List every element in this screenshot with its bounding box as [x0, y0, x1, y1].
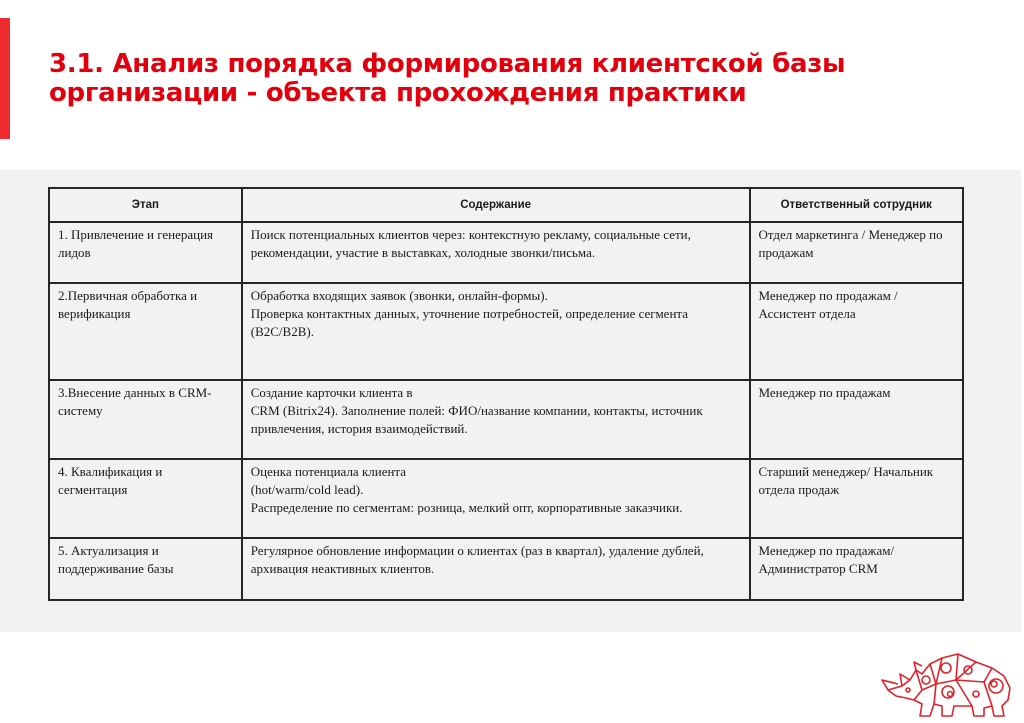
accent-bar	[0, 18, 10, 139]
header-stage: Этап	[49, 188, 242, 222]
slide-title	[49, 50, 989, 108]
cell-stage: 2.Первичная обработка и верификация	[49, 283, 242, 380]
cell-stage: 4. Квалификация и сегментация	[49, 459, 242, 538]
table-row	[49, 459, 963, 538]
table-row	[49, 380, 963, 459]
table-header-row	[49, 188, 963, 222]
content-line: Регулярное обновление информации о клиентах (раз в квартал), удаление дублей, архивация неактивных клиентов.	[250, 543, 704, 576]
cell-responsible: Старший менеджер/ Начальник отдела продаж	[750, 459, 964, 538]
cell-content	[242, 222, 750, 283]
content-line: CRM (Bitrix24). Заполнение полей: ФИО/название компании, контакты, источник привлечения, история взаимодействий.	[250, 403, 703, 436]
slide-title-line-1: 3.1. Анализ порядка формирования клиентской базы	[49, 49, 846, 79]
cell-stage: 5. Актуализация и поддерживание базы	[49, 538, 242, 600]
content-line: Оценка потенциала клиента	[250, 464, 407, 479]
table-row	[49, 538, 963, 600]
content-line: (B2C/B2B).	[250, 324, 314, 339]
header-responsible: Ответственный сотрудник	[750, 188, 964, 222]
cell-stage: 1. Привлечение и генерация лидов	[49, 222, 242, 283]
content-line: Проверка контактных данных, уточнение потребностей, определение сегмента	[250, 306, 689, 321]
header-content: Содержание	[242, 188, 750, 222]
rhino-logo-icon	[880, 640, 1020, 720]
table-row	[49, 222, 963, 283]
cell-content	[242, 380, 750, 459]
cell-stage: 3.Внесение данных в CRM-систему	[49, 380, 242, 459]
cell-responsible: Менеджер по прадажам	[750, 380, 964, 459]
cell-responsible: Отдел маркетинга / Менеджер по продажам	[750, 222, 964, 283]
content-line: Обработка входящих заявок (звонки, онлайн-формы).	[250, 288, 548, 303]
cell-content	[242, 538, 750, 600]
client-base-stages-table	[48, 187, 964, 601]
table-row	[49, 283, 963, 380]
slide-title-line-2: организации - объекта прохождения практики	[49, 78, 747, 108]
content-line: Распределение по сегментам: розница, мелкий опт, корпоративные заказчики.	[250, 500, 683, 515]
cell-responsible: Менеджер по прадажам/Администратор CRM	[750, 538, 964, 600]
content-line: Создание карточки клиента в	[250, 385, 413, 400]
content-line: Поиск потенциальных клиентов через: контекстную рекламу, социальные сети, рекомендации, участие в выставках, холодные звонки/письма.	[250, 227, 691, 260]
cell-content	[242, 459, 750, 538]
cell-content	[242, 283, 750, 380]
content-line: (hot/warm/cold lead).	[250, 482, 364, 497]
cell-responsible: Менеджер по продажам / Ассистент отдела	[750, 283, 964, 380]
